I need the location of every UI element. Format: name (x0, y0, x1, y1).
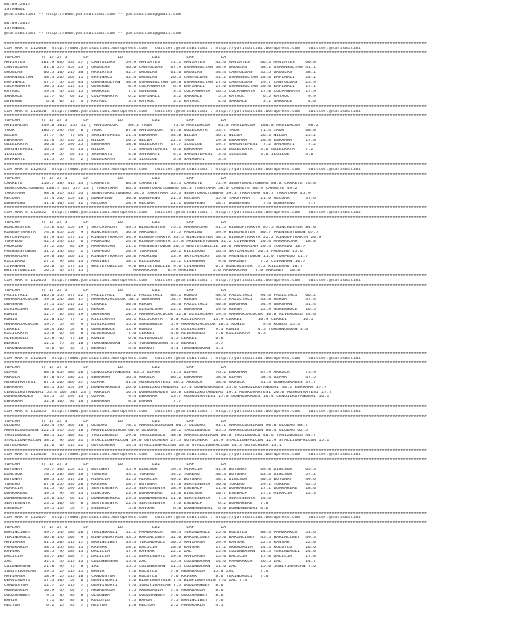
race-row: MIRACIM 41.5 6/ 19/ 24 | SERTESENYA 25.3 SERTESENYA 18.9 ESEBALP 11.0 DUMRAKERE 17.1 DUMRAKERE 18.0 (4, 487, 316, 492)
race-title: CIM ARA = 112050 http://www.yarisbilimi.wordpress.com twitter:@YarisBilimi : http://yarisbilimi.wordpress.com twitter:@YarisBilimi (4, 109, 361, 114)
race-block (4, 352, 526, 405)
race-row: KAYAOC 19.4 4/ 13/ 15 | SARKALE 7.2 GUVERNE 3.3 COLPANMAYA 16.5 COLPANMAYA 17.0 COLPANMAYA 17.9 (4, 90, 316, 95)
race-row: DUMRAKERE 39.5 9/ 9/ 13 | DINCSOR 23.9 DUMRAKERE 11.0 DINCSOR 10.7 ESEBALP 17.1 MIRACIM 12.3 (4, 492, 316, 497)
race-row: SERTESENYA 23.2 10/ 6/ 8 | SERTESENYA 22.4 SERTESENYA 7.6 ESEBALP 6.2 DUMRAKERE 7.8 (4, 501, 269, 506)
race-row: UBASHAN 57.1 11/ 21/ 22 | CEKKEI 30.0 REKOR 54.0 FAZILYALI 40.8 UBASHAN 34.9 UBASHAN 31.4 (4, 303, 316, 308)
race-row: BUTUNAY 76.7 30/ 25/ 21 | BUTUNAY 55.9 DINCSOR 59.3 MIRACIM 41.8 BUTUNAY 69.0 DINCSOR 65.3 (4, 468, 316, 472)
race-block (4, 405, 526, 449)
separator-line: ################################################################################################################################################################ (4, 104, 427, 109)
race-row: KINGOFTRAKYA 74.0 45/ 25/ 9 | WINCHESTER 36.6 MARINEY 37.5 PADRINO 39.9 WINCHESTER 80.7 PRENSESTOBUN 67.7 (4, 230, 319, 235)
race-row: KAVSAK 38.5 9/ 18/ 13 | DALICIM 17.9 KAVSAK 22.2 ZAL 15.0 CUZUNBASAN 14.3 TEKINDAGLI 24.0 (4, 550, 316, 555)
race-row: TORUNNUGGAN 6.6 6/ 3/ 5 | BERKUT 4.6 BERKUT 3.3 TORUNNUGGAN 3.5 (4, 346, 224, 351)
race-row: OSMANSULTAN 48.3 26/ 16/ 11 | ERFINALI 32.4 ORUGLAS 26.3 CANYOLDAS 31.2 OSMANSULTAN 28.6 ERFINALI 24.2 (4, 75, 316, 80)
race-row: BAHIR 7.1 8/ 8/ 6 | KULUTLU 7.5 BAHIR 7.5 BARINCIBEY 7.6 (4, 598, 224, 603)
race-block (4, 163, 526, 207)
race-row: MAVIMASA 18.9 2/ 11/ 10 | CANDOSTUM 7.6 KULUTLU 7.6 KAVSAK 8.6 TEKINDAGLI 7.6 (4, 574, 269, 579)
header-city: ISTANBUL (4, 27, 26, 32)
race-column-header: TOPLAM Y/ 1/ 2/ 3 LF LD LD2 LAF LA (4, 419, 227, 424)
race-row: OGUZHANBEY 9.1 8/ 8/ 8 | OLGUNBA 7.4 OGUZHANBEY 7.6 OGUZHANBEY 8.6 (4, 593, 224, 598)
race-row: CIVANHAN 26.0 3/ 17/ 13 | WHITETOBLLIE 9.0 WHITETOBLLIE 9.6 CIVANHAN 6.5 WINCHESTER 7.2 KILLERAD 10.7 (4, 264, 303, 269)
race-row: MAVIMASA 41.3 20/ 11/ 17 | BARINCIBEY 33.3 TEKINDAGLI 30.5 MAVIMASA 19.9 KAVSAK 22.3 KAVSAK 22.0 (4, 540, 316, 545)
race-title: CIM ARA = 112057 http://www.yarisbilimi.wordpress.com twitter:@YarisBilimi : http://yarisbilimi.wordpress.com twitter:@YarisBilimi (4, 516, 361, 521)
separator-line: ################################################################################################################################################################ (4, 448, 427, 453)
race-row: FAZILYALI 105.6 55/ 37/ 22 | FAZILYALI 60.2 FAZILYALI 66.1 KONIG 48.6 FAZILYALI 94.6 FAZILYALI 66.2 (4, 293, 316, 298)
race-row: CANDOSTUM 12.7 2/ 11/ 7 | DERVISDAYI 7.6 JUNIYIRASCAN 7.5 OGUZHANBEY 8.6 (4, 584, 224, 589)
race-row: EBRAHAM 32.8 16/ 8/ 16 | EBRAHAM 8.6 ERHAN 7.7 (4, 400, 182, 405)
race-row: CARRETE 116.7 38/ 41/ 33 | CARRETE 66.8 CARRETE 85.5 CARRETE 72.9 SENATORALTUNBAG 80.8 CARRETE 76.8 (4, 182, 316, 187)
race-row: SARKALE 12.7 6/ 6/ 12 | COLPANMAYA 6.2 ERFINALI 3.2 SARKALE 5.3 KAYAOC 6.5 KAYAOC 9.9 (4, 95, 316, 100)
race-row: EBRAHAM 64.1 33/ 35/ 39 | DONMUSKADES 26.6 CENGIZKOTANDEMI 17.3 DONMUSKADES 25.0 CENGIZKOTANDEMI 30.1 EBRAHAM 37.7 (4, 385, 327, 390)
race-row: ALVEROGLU 15.8 6/ 7/ 10 | KONIG 6.0 ALVEROGLU 4.5 CEKKEI 6.6 (4, 337, 224, 342)
race-row: DALICIM 33.7 10/ 10/ 7 | DALICIM 17.1 DERVISDAYI 19.6 MAVIMASA 15.0 DALICIM 17.0 DALICIM 17.0 (4, 555, 316, 560)
race-row: AKKULA 87.8 47/ 18/ 21 | EBRAHAM 56.4 AKKULA 66.2 EBRAHAM 58.0 OZPAR 58.4 OZPAR 47.5 (4, 375, 316, 380)
race-row: TAKAYAMA 98.0 31/ 41/ 53 | SENATORALTUNBAG 54.3 TAKAYAMA 55.3 SENATORALTUNBAG 39.3 TAKAYAMA 40.7 TAKAYAMA 45.9 (4, 191, 311, 196)
race-row: DONMUSKADES 43.1 5/ 29/ 13 | OZPAR 9.4 EBRAHAM 13.7 MOSKOVAATESI 17.8 DONMUSKADES 16.4 CENGIZKOTANDEMI 16.1 (4, 395, 330, 400)
race-row: JUNIYIRASCAN 19.5 2/ 11/ 11 | BAHIR 7.6 KULUTLU 7.8 AKBADAGIM 15.0 ZAL 7.4 (4, 569, 269, 574)
race-row: SAVABATI 11.5 5/ 4/ 2 | GUZELKAYA 3.6 ILGILGE 3.6 SAVABATI 3.3 (4, 158, 227, 162)
race-row: YAGIZBOGLU 80.1 12/ 40/ 32 | YAGIZBOGLU 29.0 YAGIZBOGLU 48.0 MARVELOUSIRON 60.8 YAGIZBOGLU 40.6 YAGIZBOGLU 44.7 (4, 434, 316, 439)
race-row: ERFINALI 47.7 3/ 15/ 44 | OSMANSULTAN 30.8 OSMANSULTAN 18.8 OSMANSULTAN 27.6 CANYOLDAS 19.7 CANYOLDAS 25.9 (4, 80, 316, 85)
separator-line: ################################################################################################################################################################ (4, 405, 427, 410)
race-row: DONNANERERI 23.6 13/ 6/ 11 | DONNANERERI 23.3 DONNANERERI 11.0 SERTESENYA 7.3 SERTESENYA 14.6 (4, 497, 271, 502)
race-row: SAHINTEPESI 16.5 4/ 4/ 13 | NILDA 7.2 SAHINTEPESI 6.6 EBRAHAM 13.6 GUZELKAYA 3.6 GUZELKAYA 7.2 (4, 148, 314, 153)
race-row: TORPEDO 42.5 24/ 11/ 6 | PADRINO 24.6 KINGOFTRAKYA 27.8 PRENSESTOBUN 32.2 CIVANHAN 20.6 MAHARAJAH 18.8 (4, 240, 316, 245)
race-title: CIM ARA = 112051 http://www.yarisbilimi.wordpress.com twitter:@YarisBilimi : http://yarisbilimi.wordpress.com twitter:@YarisBilimi (4, 167, 361, 172)
race-row: MARVELOUSIRON 122.3 51/ 55/ 18 | MARVELOUSIRON 60.0 ULUDAG 58.2 YAGIZBOGLU 65.5 MARVELOUSIRON 80.4 ULUDAG 62.5 (4, 429, 308, 434)
race-title: CIM ARA = 112056 http://www.yarisbilimi.wordpress.com twitter:@YarisBilimi : http://yarisbilimi.wordpress.com twitter:@YarisBilimi (4, 453, 361, 458)
race-column-header: TOPLAM Y/ 1/ 2/ 3 LF LD LD2 LAF LA (4, 119, 227, 124)
race-row: MAVIATES 101.9 46/ 33/ 27 | CANYOLDAS 59.9 MAVIATES 72.1 MAVIATES 42.6 MAVIATES 66.3 MAVIATES 60.8 (4, 61, 316, 66)
race-row: PAMUKAKLA 38.5 15/ 14/ 11 | KAVSAK 28.2 DALICIM 28.6 KAVSAK 17.2 AKBADAGIM 14.3 KULUTLU 26.6 (4, 545, 316, 550)
race-row: CANYOLDAS 81.8 27/ 45/ 23 | ORUGLAS 46.0 CANYOLDAS 67.9 OSMANSULTAN 38.9 ORUGLAS 38.1 OSMANSULTAN 41.1 (4, 65, 316, 70)
race-row: PADRINO 37.2 26/ 8/ 19 | MAHARAJAH 21.1 PRENSESTOBUN 20.5 WHITETOBLLIE 18.6 MAHARAJAH 20.4 TORPEDO 18.7 (4, 245, 306, 250)
race-row: MAHARAJAH 29.0 10/ 16/ 11 | KINGOFTRAKYA 20.0 PADRINO 13.9 SKYCAVALRY 10.0 PRENSESTOBUN 11.0 TORPEDO 11.7 (4, 254, 308, 259)
race-row: EBRAHAM 32.6 3/ 13/ 25 | NILDA 20.2 NILDA 22.1 TROR 29.8 EBRAHAM 20.8 EBRAHAM 17.8 (4, 138, 316, 143)
separator-line: ################################################################################################################################################################ (4, 274, 427, 279)
separator-line: ################################################################################################################################################################ (4, 114, 427, 119)
race-row: DISIALSAH 40.5 10/ 10/ 15 | REKOR 22.4 DISIALSAH 22.1 UBASHAN 19.6 REKOR 22.9 GUREBNOCE 16.5 (4, 308, 316, 313)
race-row: BUTUNAY 68.3 15/ 31/ 28 | MIRACIM 32.3 MIRACIM 49.2 BUTUNAY 38.1 DINCSOR 40.3 BUTUNAY 49.6 (4, 477, 316, 482)
race-row: ZAL 32.1 5/ 21/ 13 | CUZUNBASAN 15.6 ZAL 15.4 CUZUNBASAN 14.6 PAMUKAKLA 16.5 ZAL 14.7 (4, 560, 316, 565)
race-row: KILICKAYA 15.8 6/ 6/ 8 | ALVEROGLU 7.6 CEKKEI 4.6 ALVEROGLU 7.6 KILICKAYA 4.5 (4, 332, 266, 337)
race-block (4, 274, 526, 352)
race-row: WINCHESTER 75.6 43/ 15/ 19 | SKYCAVALRY 49.5 WINCHESTER 75.1 MAHARAJAH 41.5 KINGOFTRAKYA 87.5 WINCHESTER 84.0 (4, 225, 316, 230)
race-row: RECORA 57.4 26/ 15/ 16 | DONGFENG 30.0 DONGFENG 21.3 RECORA 35.0 TAKAYAMA 21.6 RECORA 37.6 (4, 196, 316, 201)
race-row: MAHARAJACOCUK 19.7 5/ 9/ 9 | DISIALSAH 15.6 GUREBNOCE 5.9 MAHARAJACOCUK 10.2 KONIG 9.6 KONIG 15.3 (4, 322, 301, 327)
document-header (4, 3, 526, 42)
race-title: CIM ARA = 112052 http://www.yarisbilimi.wordpress.com twitter:@YarisBilimi : http://yarisbilimi.wordpress.com twitter:@YarisBilimi (4, 211, 361, 216)
race-row: SENATORALTUNBAG 106.7 32/ 57/ 23 | TAKAYAMA 66.3 SENATORALTUNBAG 64.3 TAKAYAMA 58.0 CARRETE 60.9 CARRETE 49.2 (4, 187, 298, 192)
separator-line: ################################################################################################################################################################ (4, 172, 427, 177)
race-row: GOTOCHEKA 31.6 6/ 11/ 22 | GOTOCHEKA 14.4 STALLIONFALCON 10.0 STALLIONFALCON 14.3 GOTOCHEKA 13.1 (4, 443, 282, 448)
race-row: HELYUM 6.2 2/ 4/ 7 | HELYUM 1.8 HELYUM 2.2 PAMUKAKLA 4.5 (4, 603, 224, 608)
header-credit: @YarisBilimi -- http://www.yarisbilimi.com -- yarisbilimi@gmail.com (4, 32, 182, 37)
race-row: BERKUT 12.2 7/ 3/ 10 | TORUNNUGGAN 5.4 TORUNNUGGAN 3.5 BERKUT 5.7 (4, 342, 224, 347)
race-row: GUZELKAYA 30.6 5/ 19/ 25 | EBRAHAM 18.0 GUZELKAYA 17.7 ILGILGE 19.7 SAHINTEPESI 7.2 SAVABATI 7.2 (4, 143, 316, 148)
separator-line: ################################################################################################################################################################ (4, 511, 427, 516)
race-row: PRENSESTOBUN 31.2 14/ 14/ 2 | TORPEDO 20.9 TORPEDO 20.2 KILLERAD 16.4 SKYCAVALRY 20.1 PADRINO 15.6 (4, 250, 303, 255)
race-row: MAHARAJACOCUK 59.6 24/ 30/ 17 | MAHARAJACOCUK 58.3 UBASHAN 54.7 REKOR 43.5 FAZILYALI 43.8 REKOR 47.4 (4, 298, 316, 303)
separator-line: ################################################################################################################################################################ (4, 216, 427, 221)
race-title: CIM ARA = 112053 http://www.yarisbilimi.wordpress.com twitter:@YarisBilimi : http://yarisbilimi.wordpress.com twitter:@YarisBilimi (4, 279, 361, 284)
race-row: BARINCIBEY 49.7 14/ 18/ 20 | TEKINDAGLI 52.2 PAMUKAKLA 38.4 TEKINDAGLI 25.0 KULUTLU 88.4 PAMUKAKLA 53.6 (4, 530, 316, 535)
header-date: 06.09.2017 (4, 22, 31, 27)
header-credit: @YarisBilimi -- http://www.yarisbilimi.com -- yarisbilimi@gmail.com (4, 12, 182, 17)
race-row: MOSKOVAATESI 67.3 26/ 46/ 37 | OZPAR 41.6 MOSKOVAATESI 36.2 AKKULA 38.0 AKKULA 31.4 DONMUSKADES 37.7 (4, 380, 316, 385)
race-row: NILDA 37.7 4/ 7/ 64 | SAHINTEPESI 21.4 EBRAHAM 34.0 NILDA 36.1 NILDA 26.3 NILDA 25.2 (4, 133, 316, 138)
race-block (4, 206, 526, 274)
separator-line: ################################################################################################################################################################ (4, 206, 427, 211)
header-date: 06.09.2017 (4, 3, 31, 7)
race-row: TROR 106.7 29/ 76/ 8 | TROR 67.0 MAVIDALGA 67.0 GUZELKAYA 53.7 TROR 71.4 TROR 68.8 (4, 128, 316, 133)
race-title: CIM ARA = 112048 http://www.yarisbilimi.wordpress.com twitter:@YarisBilimi : http://yarisbilimi.wordpress.com twitter:@YarisBilimi (4, 46, 361, 51)
race-row: DERVISDAYI 17.3 10/ 5/ 6 | DERVISDAYI 7.6 BINFINGATRIN 7.4 BINFINGATRIN 7.6 ZAL 7.4 (4, 579, 248, 584)
race-row: GUVERNE 6.0 0/ 1/ 4 | KAYAOC 3.4 KAYAOC 3.1 KAYAOC 4.6 SARKALE 3.1 SARKALE 4.0 (4, 99, 316, 104)
race-row: ULUDAG 136.4 79/ 36/ 16 | ULUDAG 78.1 MARVELOUSIRON 80.7 ULUDAG 91.1 MARVELOUSIRON 90.0 ULUDAG 88.7 (4, 424, 308, 429)
race-row: KONIG 22.0 11/ 7/ 2 | KILICKAYA 16.1 KILICKAYA 6.0 KILICKAYA 13.9 CEKKEI 10.9 CEKKEI 16.1 (4, 317, 314, 322)
race-row: OZPAR 88.6 43/ 38/ 28 | CENGIZKOTANDEMI 63.5 OZPAR 71.5 OZPAR 76.2 EBRAHAM 67.9 AKKULA 75.9 (4, 371, 316, 376)
race-block (4, 449, 526, 512)
race-column-header: TOPLAM Y/ 1/ 2/ 3 LF LD LD2 LAF LA (4, 288, 227, 293)
race-block (4, 105, 526, 163)
race-row: CEKKEI 18.4 10/ 5/ 8 | GUREBNOCE 13.9 KONIG 5.8 DISIALSAH 9.3 KONIG 4.5 TORUNNUGGAN 3.6 (4, 327, 308, 332)
race-row: STALLIONFALCON 38.2 9/ 16/ 31 | STALLIONFALCON 19.0 GOTOCHEKA 27.5 GOTOCHEKA 14.9 STALLIONFALCON 12.9 STALLIONFALCON 15.1 (4, 438, 330, 443)
race-column-header: TOPLAM Y/ 1/ 2/ 3 LF LD LD2 LAF LA (4, 220, 227, 225)
race-block (4, 42, 526, 105)
race-column-header: TOPLAM Y/ 1/ 2/ 3 LF LD LD2 LAF LA (4, 56, 227, 61)
race-row: KONIG 32.7 8/ 14/ 19 | UBASHAN 20.5 MAHARAJACOCUK 12.0 DISIALSAH 19.4 MAHARAJACOCUK 10.8 ALVEROGLU 14.0 (4, 313, 316, 317)
race-column-header: TOPLAM Y/ 1/ 2/ 3 LF LD LD2 LAF LA (4, 526, 227, 531)
race-row: DINCSOR 70.5 28/ 30/ 18 | TURERO 33.1 TURERO 54.2 TURERO 40.3 BUTUNAY 63.6 DINCSOR 57.2 (4, 472, 316, 477)
separator-line: ################################################################################################################################################################ (4, 162, 427, 167)
separator-line: ################################################################################################################################################################ (4, 458, 427, 463)
separator-line: ################################################################################################################################################################ (4, 283, 427, 288)
race-row: SKYCAVALRY 67.9 43/ 17/ 11 | KINGOFTRAKYA 34.9 KINGOFTRAKYA 33.5 WINCHESTER 38.2 KINGOFTRAKYA 22.2 KINGOFTRAKYA 20.9 (4, 235, 322, 240)
race-row: WHITETOBLLIE 16.5 4/ 17/ 11 | MAHARAJAH 8.9 MARINEY 5.0 MAHARAJAH 7.0 MARINEY 10.8 (4, 269, 301, 274)
race-row: ORUGLAS 66.5 18/ 21/ 38 | MAVIATES 42.7 ORUGLAS 61.6 ORUGLAS 34.4 CANYOLDAS 32.5 ORUGLAS 38.1 (4, 70, 316, 75)
separator-line: ################################################################################################################################################################ (4, 351, 427, 356)
race-row: ILGILGE 14.9 3/ 6/ 11 | SAVABATI 4.0 SAVABATI 4.1 SAHINTEPESI 3.6 ILGILGE 3.6 ILGILGE 3.6 (4, 153, 314, 158)
race-row: TURERO 67.8 25/ 33/ 20 | KAVSAK 28.7 BUTUNAY 37.8 SERTESENYA 30.0 TURERO 29.1 TURERO 42.5 (4, 482, 316, 487)
race-row: DONGFENG 31.6 10/ 13/ 12 | RECORA 28.9 RECORA 21.1 DONGFENG 18.7 DONGFENG 7.6 DONGFENG 7.7 (4, 201, 316, 206)
race-column-header: TOPLAM Y/ 1/ 2/ 3 LF LD LD2 LAF LA (4, 463, 227, 468)
race-column-header: TOPLAM Y/ 1/ 2/ 3 LF LD LD2 LAF LA (4, 177, 227, 182)
race-row: COLPANMAYA 30.1 13/ 11/ 11 | GUVERNE 8.9 COLPANMAYA 6.9 ERFINALI 17.0 OSMANSULTAN 20.0 ERFINALI 17.1 (4, 85, 316, 90)
header-city: ISTANBUL (4, 7, 26, 12)
separator-line: ################################################################################################################################################################ (4, 41, 427, 46)
race-row: MAVIDALGA 149.0 101/ 25/ 11 | MAVIDALGA 89.3 TROR 73.0 MAVIDALGA 81.8 MAVIDALGA 100.0 MAVIDALGA 98.2 (4, 124, 319, 129)
separator-line: ################################################################################################################################################################ (4, 51, 427, 56)
race-row: TEKINDAGLI 46.8 14/ 10/ 9 | BINFINGATRIN 33.5 BARINCIBEY 32.0 BARINCIBEY 25.0 BARINCIBEY 45.5 BARINCIBEY 49.3 (4, 535, 316, 540)
race-row: CENGIZKOTANDEMI 55.4 10/ 36/ 23 | AKKULA 16.4 DONMUSKADES 16.8 CENGIZKOTANDEMI 19.1 MOSKOVAATESI 20.0 MOSKOVAATESI 27.7 (4, 390, 332, 395)
separator-line: ################################################################################################################################################################ (4, 521, 427, 526)
separator-line: ################################################################################################################################################################ (4, 414, 427, 419)
race-row: ESEBALP 19.1 13/ 5/ 7 | ESEBALP 5.8 KAVSAK 6.0 DONNANERERI 6.0 DONNANERERI 6.6 (4, 506, 269, 511)
separator-line: ################################################################################################################################################################ (4, 361, 427, 366)
race-block (4, 512, 526, 609)
race-row: KILLERAD 27.2 9/ 18/ 13 | MARINEY 18.1 KILLERAD 12.2 CIVANHAN 9.0 MARINEY 7.2 CIVANHAN 10.7 (4, 259, 306, 264)
race-row: AKBADAGIM 10.9 3/ 6/ 7 | AKBADAGIM 7.5 AKBADAGIM 7.4 AKBADAGIM 8.6 (4, 589, 224, 594)
race-title: CIM ARA = 112055 http://www.yarisbilimi.wordpress.com twitter:@YarisBilimi : http://yarisbilimi.wordpress.com twitter:@YarisBilimi (4, 409, 361, 414)
race-column-header: TOPLAM Y/ 1/ 2/ 3 LF LD LD2 LAF LA (4, 366, 227, 371)
race-list (4, 42, 526, 609)
race-row: CUZUNBASAN 21.0 9/ 7/ 8 | ZAL 15.5 CUZUNBASAN 11.5 CUZUNBASAN 11.6 ZAL 15.0 JUNIYIRASCAN 7.6 (4, 564, 316, 569)
race-title: CIM ARA = 112054 http://www.yarisbilimi.wordpress.com twitter:@YarisBilimi : http://yarisbilimi.wordpress.com twitter:@YarisBilimi (4, 356, 361, 361)
